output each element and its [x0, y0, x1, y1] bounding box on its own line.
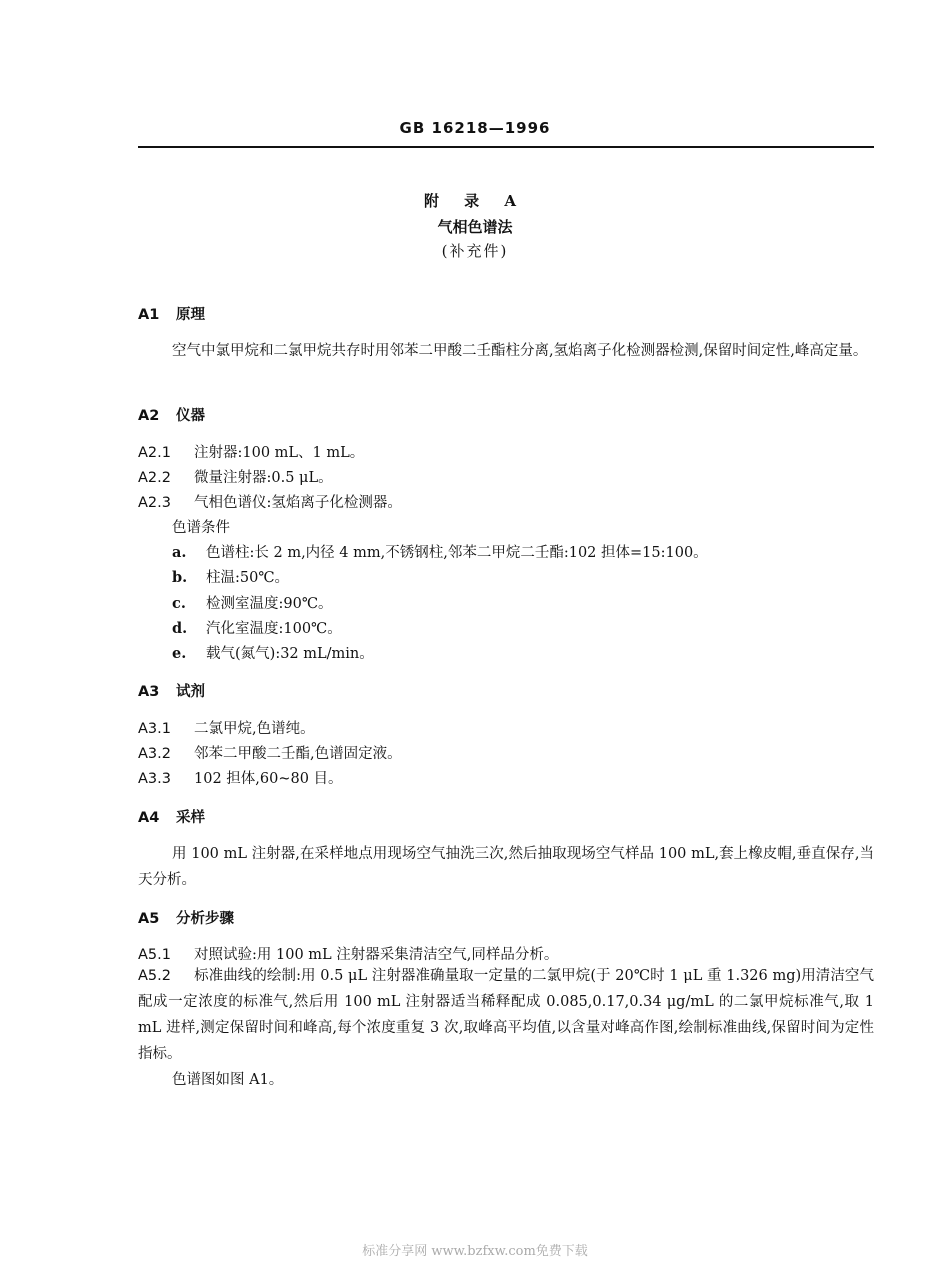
item-number: A3.3 — [138, 771, 171, 787]
item-a3-2 — [138, 742, 402, 763]
item-a3-1 — [138, 717, 315, 738]
item-a3-3 — [138, 767, 343, 788]
section-title: 采样 — [176, 810, 205, 826]
item-number: A2.3 — [138, 495, 171, 511]
header-rule — [138, 146, 874, 148]
condition-item-c — [172, 592, 333, 613]
item-text: 102 担体,60~80 目。 — [194, 771, 343, 787]
condition-letter: e. — [172, 645, 187, 662]
condition-text: 汽化室温度:100℃。 — [206, 621, 342, 637]
section-a4-heading — [138, 806, 205, 827]
condition-text: 色谱柱:长 2 m,内径 4 mm,不锈钢柱,邻苯二甲烷二壬酯:102 担体=15:100。 — [206, 545, 708, 561]
item-text: 邻苯二甲酸二壬酯,色谱固定液。 — [194, 746, 402, 762]
condition-letter: c. — [172, 595, 186, 612]
section-title: 原理 — [176, 307, 205, 323]
item-a2-3 — [138, 491, 402, 512]
condition-letter: a. — [172, 544, 187, 561]
item-a5-1 — [138, 943, 558, 964]
item-text: 微量注射器:0.5 μL。 — [194, 470, 333, 486]
item-number: A3.1 — [138, 721, 171, 737]
item-number: A5.1 — [138, 947, 171, 963]
section-number: A4 — [138, 810, 160, 826]
item-number: A2.1 — [138, 445, 171, 461]
conditions-label: 色谱条件 — [172, 520, 230, 536]
section-a3-heading — [138, 680, 205, 701]
condition-letter: d. — [172, 620, 188, 637]
appendix-note: (补充件) — [441, 242, 509, 260]
item-a2-2 — [138, 466, 333, 487]
condition-item-a — [172, 541, 708, 562]
section-a5-heading — [138, 907, 234, 928]
section-number: A2 — [138, 408, 160, 424]
section-a1-heading — [138, 303, 205, 324]
condition-letter: b. — [172, 569, 188, 586]
document-header: GB 16218—1996 — [399, 119, 551, 137]
item-number: A3.2 — [138, 746, 171, 762]
section-a1-paragraph: 空气中氯甲烷和二氯甲烷共存时用邻苯二甲酸二壬酯柱分离,氢焰离子化检测器检测,保留时间定性,峰高定量。 — [172, 343, 868, 359]
section-a4-paragraph: 用 100 mL 注射器,在采样地点用现场空气抽洗三次,然后抽取现场空气样品 100 mL,套上橡皮帽,垂直保存,当天分析。 — [138, 846, 874, 888]
item-text: 二氯甲烷,色谱纯。 — [194, 721, 315, 737]
section-title: 仪器 — [176, 408, 205, 424]
item-text: 标准曲线的绘制:用 0.5 μL 注射器准确量取一定量的二氯甲烷(于 20℃时 1 μL 重 1.326 mg)用清洁空气配成一定浓度的标准气,然后用 100 mL 注射器适当稀释配成 0.085,0.17,0.34 μg/mL 的二氯甲烷标准气,取 1 mL 进样,测定保留时间和峰高,每个浓度重复 3 次,取峰高平均值,以含量对峰高作图,绘制标准曲线,保留时间为定性指标。 — [138, 968, 874, 1062]
figure-reference: 色谱图如图 A1。 — [172, 1072, 284, 1088]
condition-text: 载气(氮气):32 mL/min。 — [206, 646, 374, 662]
section-title: 分析步骤 — [176, 911, 234, 927]
condition-item-b — [172, 566, 289, 587]
appendix-title: 附 录 A — [423, 192, 527, 210]
item-text: 气相色谱仪:氢焰离子化检测器。 — [194, 495, 402, 511]
section-number: A1 — [138, 307, 160, 323]
watermark-footer: 标准分享网 www.bzfxw.com免费下载 — [362, 1244, 588, 1259]
condition-text: 检测室温度:90℃。 — [206, 596, 333, 612]
section-a2-heading — [138, 404, 205, 425]
condition-text: 柱温:50℃。 — [206, 570, 290, 586]
item-a2-1 — [138, 441, 364, 462]
item-a5-2 — [138, 963, 874, 1067]
condition-item-d — [172, 617, 342, 638]
appendix-subtitle: 气相色谱法 — [437, 218, 513, 236]
item-text: 注射器:100 mL、1 mL。 — [194, 445, 365, 461]
condition-item-e — [172, 642, 374, 663]
section-number: A3 — [138, 684, 160, 700]
section-number: A5 — [138, 911, 160, 927]
item-number: A2.2 — [138, 470, 171, 486]
item-number: A5.2 — [138, 968, 171, 984]
item-text: 对照试验:用 100 mL 注射器采集清洁空气,同样品分析。 — [194, 947, 559, 963]
section-title: 试剂 — [176, 684, 205, 700]
